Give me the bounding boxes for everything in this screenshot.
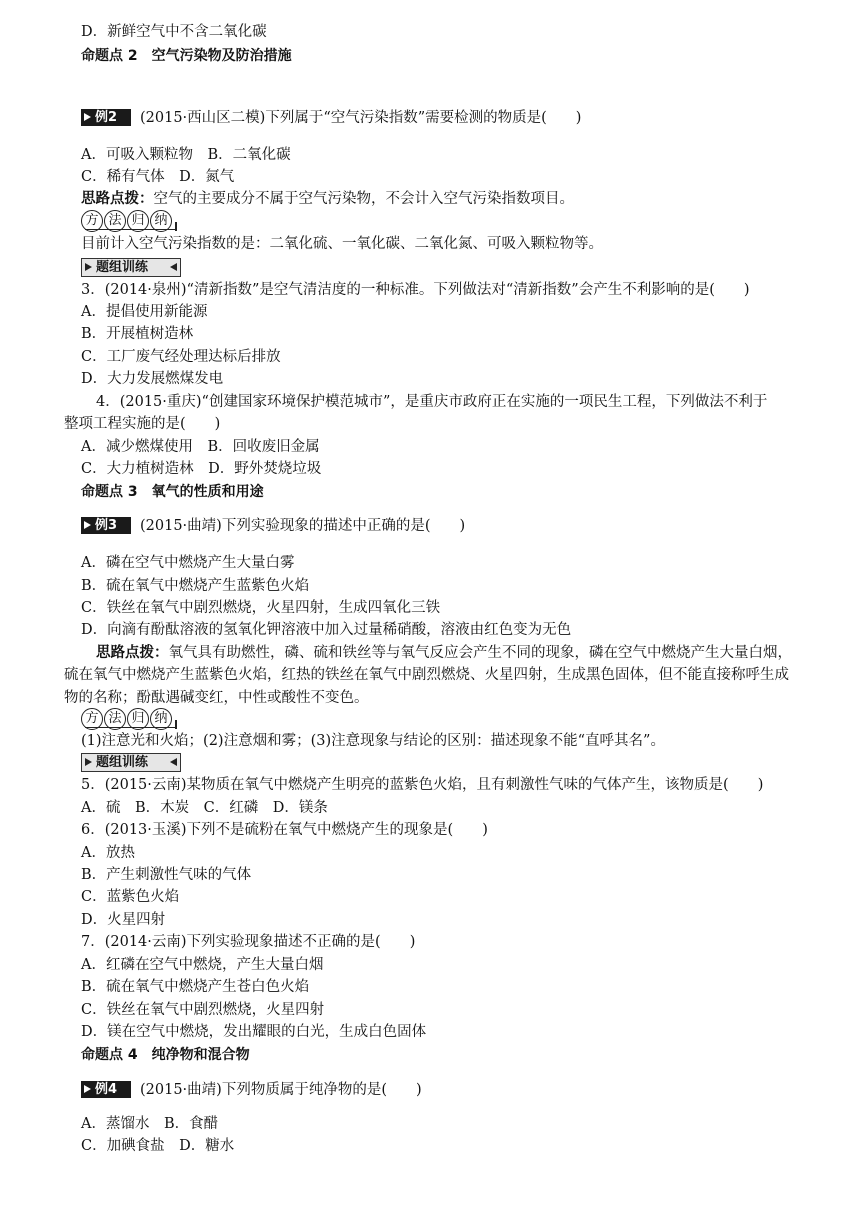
question-6-option-b: B．产生刺激性气味的气体 bbox=[81, 867, 252, 883]
example-3-option-b: B．硫在氧气中燃烧产生蓝紫色火焰 bbox=[81, 578, 310, 594]
ff-char-2: 法 bbox=[104, 708, 126, 730]
question-3-option-d: D．大力发展燃煤发电 bbox=[81, 371, 224, 387]
method-summary-1-text: 目前计入空气污染指数的是：二氧化硫、一氧化碳、二氧化氮、可吸入颗粒物等。 bbox=[81, 236, 603, 252]
example-2-badge bbox=[81, 109, 131, 126]
ff-char-3: 归 bbox=[127, 708, 149, 730]
example-3-label: 例3 bbox=[95, 518, 118, 533]
example-3-tip-line-3: 物的名称；酚酞遇碱变红，中性或酸性不变色。 bbox=[64, 690, 369, 706]
tip-label: 思路点拨： bbox=[81, 191, 154, 207]
section-heading-3: 命题点 3 氧气的性质和用途 bbox=[81, 484, 264, 500]
question-7-option-d: D．镁在空气中燃烧，发出耀眼的白光，生成白色固体 bbox=[81, 1024, 427, 1040]
example-4-question: (2015·曲靖)下列物质属于纯净物的是( ) bbox=[140, 1082, 422, 1098]
tip-label: 思路点拨： bbox=[96, 645, 169, 661]
ff-char-4: 纳 bbox=[150, 210, 172, 232]
practice-label: 题组训练 bbox=[96, 755, 149, 770]
example-2-options-cd: C．稀有气体 D．氮气 bbox=[81, 169, 235, 185]
option-d-prev: D．新鲜空气中不含二氧化碳 bbox=[81, 24, 267, 40]
example-3-tip-line-2: 硫在氧气中燃烧产生蓝紫色火焰，红热的铁丝在氧气中剧烈燃烧、火星四射，生成黑色固体，但不能直接称呼生成 bbox=[64, 667, 789, 683]
method-summary-badge-1 bbox=[81, 210, 181, 232]
triangle-icon bbox=[84, 1085, 91, 1093]
triangle-icon bbox=[84, 113, 91, 121]
ff-char-1: 方 bbox=[81, 210, 103, 232]
method-summary-2-text: (1)注意光和火焰；(2)注意烟和雾；(3)注意现象与结论的区别：描述现象不能“直呼其名”。 bbox=[81, 733, 665, 749]
example-4-label: 例4 bbox=[95, 1082, 118, 1097]
example-3-tip-line-1 bbox=[96, 643, 792, 663]
triangle-right-icon bbox=[85, 758, 92, 766]
method-summary-badge-2 bbox=[81, 708, 181, 730]
ff-char-2: 法 bbox=[104, 210, 126, 232]
practice-badge-1 bbox=[81, 258, 181, 277]
question-3-option-a: A．提倡使用新能源 bbox=[81, 304, 208, 320]
question-6-option-c: C．蓝紫色火焰 bbox=[81, 889, 180, 905]
question-3: 3．(2014·泉州)“清新指数”是空气清洁度的一种标准。下列做法对“清新指数”会产生不利影响的是( ) bbox=[81, 282, 750, 298]
ff-char-3: 归 bbox=[127, 210, 149, 232]
triangle-right-icon bbox=[85, 263, 92, 271]
tip-text: 氧气具有助燃性，磷、硫和铁丝等与氧气反应会产生不同的现象，磷在空气中燃烧产生大量白烟， bbox=[168, 645, 792, 661]
triangle-icon bbox=[84, 521, 91, 529]
question-4-options-cd: C．大力植树造林 D．野外焚烧垃圾 bbox=[81, 461, 322, 477]
example-3-option-c: C．铁丝在氧气中剧烈燃烧，火星四射，生成四氧化三铁 bbox=[81, 600, 441, 616]
example-2-question: (2015·西山区二模)下列属于“空气污染指数”需要检测的物质是( ) bbox=[140, 110, 582, 126]
triangle-left-icon bbox=[170, 758, 177, 766]
example-3-option-d: D．向滴有酚酞溶液的氢氧化钾溶液中加入过量稀硝酸，溶液由红色变为无色 bbox=[81, 622, 572, 638]
example-4-options-cd: C．加碘食盐 D．糖水 bbox=[81, 1138, 235, 1154]
question-7-option-a: A．红磷在空气中燃烧，产生大量白烟 bbox=[81, 957, 324, 973]
example-3-option-a: A．磷在空气中燃烧产生大量白雾 bbox=[81, 555, 295, 571]
question-3-option-b: B．开展植树造林 bbox=[81, 326, 194, 342]
practice-label: 题组训练 bbox=[96, 260, 149, 275]
question-4-options-ab: A．减少燃煤使用 B．回收废旧金属 bbox=[81, 439, 320, 455]
example-2-options-ab: A．可吸入颗粒物 B．二氧化碳 bbox=[81, 147, 291, 163]
question-7-option-b: B．硫在氧气中燃烧产生苍白色火焰 bbox=[81, 979, 310, 995]
example-4-options-ab: A．蒸馏水 B．食醋 bbox=[81, 1116, 219, 1132]
question-7: 7．(2014·云南)下列实验现象描述不正确的是( ) bbox=[81, 934, 416, 950]
question-6-option-a: A．放热 bbox=[81, 845, 135, 861]
practice-badge-2 bbox=[81, 753, 181, 772]
underline-decoration bbox=[85, 727, 177, 728]
question-6-option-d: D．火星四射 bbox=[81, 912, 166, 928]
question-7-option-c: C．铁丝在氧气中剧烈燃烧，火星四射 bbox=[81, 1002, 325, 1018]
example-3-question: (2015·曲靖)下列实验现象的描述中正确的是( ) bbox=[140, 518, 466, 534]
question-4-line-1: 4．(2015·重庆)“创建国家环境保护模范城市”，是重庆市政府正在实施的一项民生工程，下列做法不利于 bbox=[96, 394, 768, 410]
example-3-badge bbox=[81, 517, 131, 534]
underline-decoration bbox=[85, 229, 177, 230]
hook-decoration bbox=[175, 720, 177, 729]
question-3-option-c: C．工厂废气经处理达标后排放 bbox=[81, 349, 281, 365]
section-heading-2: 命题点 2 空气污染物及防治措施 bbox=[81, 48, 292, 64]
ff-char-1: 方 bbox=[81, 708, 103, 730]
section-heading-4: 命题点 4 纯净物和混合物 bbox=[81, 1047, 250, 1063]
question-5-options: A．硫 B．木炭 C．红磷 D．镁条 bbox=[81, 800, 328, 816]
triangle-left-icon bbox=[170, 263, 177, 271]
hook-decoration bbox=[175, 222, 177, 231]
example-4-badge bbox=[81, 1081, 131, 1098]
question-4-line-2: 整项工程实施的是( ) bbox=[64, 416, 221, 432]
example-2-label: 例2 bbox=[95, 110, 118, 125]
question-6: 6．(2013·玉溪)下列不是硫粉在氧气中燃烧产生的现象是( ) bbox=[81, 822, 488, 838]
question-5: 5．(2015·云南)某物质在氧气中燃烧产生明亮的蓝紫色火焰，且有刺激性气味的气体产生，该物质是( ) bbox=[81, 777, 764, 793]
tip-text: 空气的主要成分不属于空气污染物，不会计入空气污染指数项目。 bbox=[153, 191, 574, 207]
example-2-tip bbox=[81, 189, 574, 209]
ff-char-4: 纳 bbox=[150, 708, 172, 730]
